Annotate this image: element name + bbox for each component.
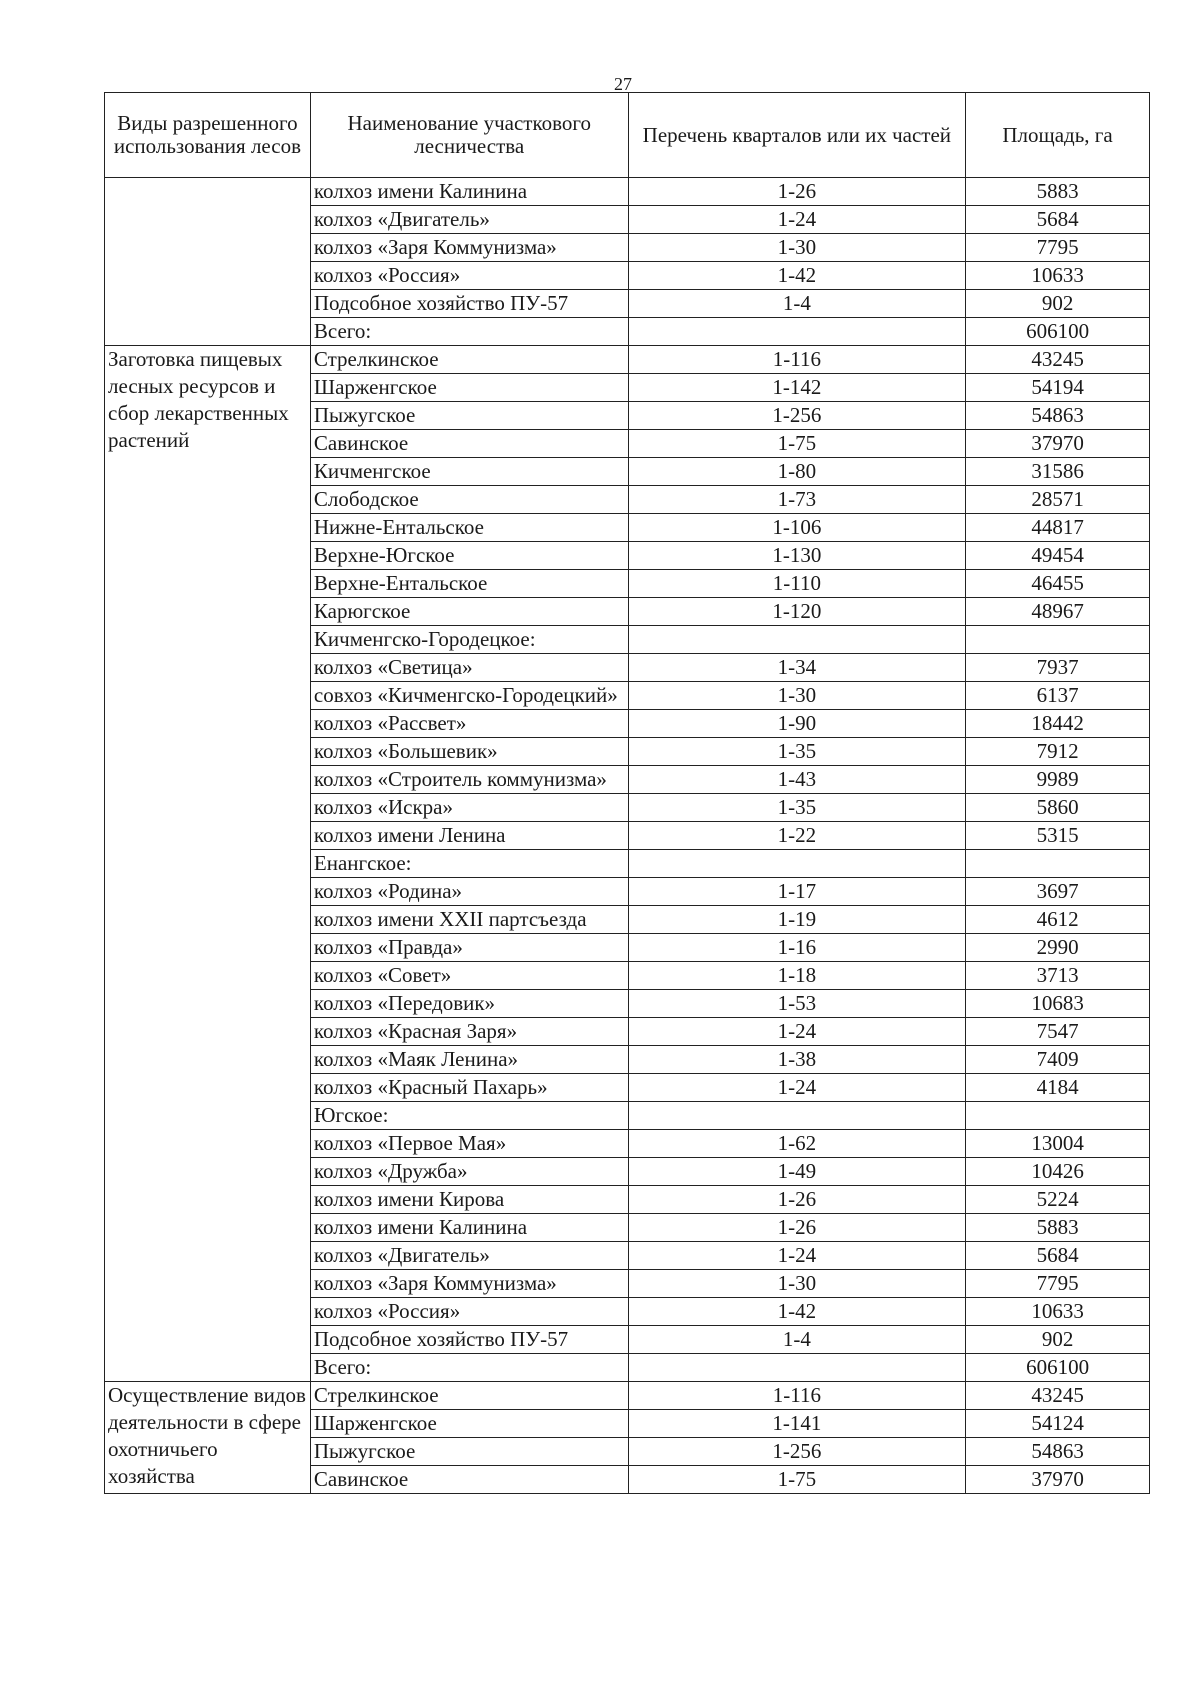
forestry-name-cell: колхоз «Рассвет» bbox=[310, 710, 628, 738]
quarters-cell: 1-141 bbox=[628, 1410, 966, 1438]
quarters-cell: 1-24 bbox=[628, 1018, 966, 1046]
quarters-cell: 1-4 bbox=[628, 1326, 966, 1354]
quarters-cell: 1-116 bbox=[628, 1382, 966, 1410]
quarters-cell: 1-24 bbox=[628, 206, 966, 234]
header-forestry-name: Наименование участкового лесничества bbox=[310, 93, 628, 178]
area-cell: 4612 bbox=[966, 906, 1150, 934]
quarters-cell: 1-35 bbox=[628, 738, 966, 766]
use-type-cell: Осуществление видов деятельности в сфере охотничьего хозяйства bbox=[105, 1382, 311, 1494]
area-cell: 3697 bbox=[966, 878, 1150, 906]
area-cell: 2990 bbox=[966, 934, 1150, 962]
area-cell: 5315 bbox=[966, 822, 1150, 850]
forestry-name-cell: Савинское bbox=[310, 430, 628, 458]
area-cell: 10426 bbox=[966, 1158, 1150, 1186]
quarters-cell: 1-256 bbox=[628, 1438, 966, 1466]
area-cell bbox=[966, 1102, 1150, 1130]
forestry-name-cell: колхоз «Искра» bbox=[310, 794, 628, 822]
forest-use-table bbox=[104, 92, 1150, 1494]
area-cell: 902 bbox=[966, 1326, 1150, 1354]
forestry-name-cell: Подсобное хозяйство ПУ-57 bbox=[310, 290, 628, 318]
forestry-name-cell: Кичменгско-Городецкое: bbox=[310, 626, 628, 654]
quarters-cell: 1-130 bbox=[628, 542, 966, 570]
forestry-name-cell: колхоз имени XXII партсъезда bbox=[310, 906, 628, 934]
quarters-cell: 1-35 bbox=[628, 794, 966, 822]
forestry-name-cell: колхоз «Передовик» bbox=[310, 990, 628, 1018]
area-cell: 7912 bbox=[966, 738, 1150, 766]
quarters-cell: 1-142 bbox=[628, 374, 966, 402]
quarters-cell: 1-42 bbox=[628, 262, 966, 290]
area-cell: 54124 bbox=[966, 1410, 1150, 1438]
table-row bbox=[105, 1382, 1150, 1410]
quarters-cell: 1-53 bbox=[628, 990, 966, 1018]
quarters-cell: 1-80 bbox=[628, 458, 966, 486]
quarters-cell: 1-73 bbox=[628, 486, 966, 514]
forestry-name-cell: Енангское: bbox=[310, 850, 628, 878]
quarters-cell: 1-4 bbox=[628, 290, 966, 318]
area-cell: 10633 bbox=[966, 262, 1150, 290]
forestry-name-cell: Всего: bbox=[310, 1354, 628, 1382]
area-cell: 28571 bbox=[966, 486, 1150, 514]
quarters-cell: 1-24 bbox=[628, 1242, 966, 1270]
quarters-cell: 1-26 bbox=[628, 178, 966, 206]
area-cell: 7795 bbox=[966, 234, 1150, 262]
area-cell: 31586 bbox=[966, 458, 1150, 486]
forestry-name-cell: колхоз «Совет» bbox=[310, 962, 628, 990]
area-cell bbox=[966, 850, 1150, 878]
area-cell: 7409 bbox=[966, 1046, 1150, 1074]
forestry-name-cell: колхоз «Большевик» bbox=[310, 738, 628, 766]
quarters-cell: 1-26 bbox=[628, 1186, 966, 1214]
quarters-cell bbox=[628, 626, 966, 654]
table-row bbox=[105, 178, 1150, 206]
quarters-cell: 1-26 bbox=[628, 1214, 966, 1242]
forestry-name-cell: колхоз имени Ленина bbox=[310, 822, 628, 850]
forestry-name-cell: колхоз имени Калинина bbox=[310, 178, 628, 206]
area-cell: 5684 bbox=[966, 1242, 1150, 1270]
area-cell: 13004 bbox=[966, 1130, 1150, 1158]
forestry-name-cell: колхоз «Маяк Ленина» bbox=[310, 1046, 628, 1074]
area-cell: 5883 bbox=[966, 1214, 1150, 1242]
forestry-name-cell: Югское: bbox=[310, 1102, 628, 1130]
quarters-cell: 1-49 bbox=[628, 1158, 966, 1186]
quarters-cell: 1-75 bbox=[628, 430, 966, 458]
quarters-cell: 1-256 bbox=[628, 402, 966, 430]
quarters-cell bbox=[628, 318, 966, 346]
quarters-cell: 1-22 bbox=[628, 822, 966, 850]
area-cell: 54863 bbox=[966, 1438, 1150, 1466]
forestry-name-cell: колхоз «Заря Коммунизма» bbox=[310, 1270, 628, 1298]
forestry-name-cell: Пыжугское bbox=[310, 402, 628, 430]
area-cell: 37970 bbox=[966, 430, 1150, 458]
forestry-name-cell: Шарженгское bbox=[310, 374, 628, 402]
quarters-cell bbox=[628, 1102, 966, 1130]
forestry-name-cell: колхоз «Россия» bbox=[310, 1298, 628, 1326]
quarters-cell: 1-24 bbox=[628, 1074, 966, 1102]
area-cell: 5860 bbox=[966, 794, 1150, 822]
area-cell: 902 bbox=[966, 290, 1150, 318]
header-area: Площадь, га bbox=[966, 93, 1150, 178]
area-cell: 6137 bbox=[966, 682, 1150, 710]
quarters-cell: 1-18 bbox=[628, 962, 966, 990]
quarters-cell: 1-116 bbox=[628, 346, 966, 374]
forestry-name-cell: колхоз «Двигатель» bbox=[310, 1242, 628, 1270]
forestry-name-cell: Слободское bbox=[310, 486, 628, 514]
forestry-name-cell: Шарженгское bbox=[310, 1410, 628, 1438]
forestry-name-cell: Пыжугское bbox=[310, 1438, 628, 1466]
quarters-cell bbox=[628, 1354, 966, 1382]
area-cell: 43245 bbox=[966, 346, 1150, 374]
area-cell: 18442 bbox=[966, 710, 1150, 738]
page-number: 27 bbox=[614, 74, 632, 94]
quarters-cell: 1-75 bbox=[628, 1466, 966, 1494]
forestry-name-cell: колхоз имени Калинина bbox=[310, 1214, 628, 1242]
forestry-name-cell: Стрелкинское bbox=[310, 346, 628, 374]
forestry-name-cell: колхоз «Двигатель» bbox=[310, 206, 628, 234]
quarters-cell bbox=[628, 850, 966, 878]
forestry-name-cell: колхоз «Россия» bbox=[310, 262, 628, 290]
forestry-name-cell: Карюгское bbox=[310, 598, 628, 626]
quarters-cell: 1-30 bbox=[628, 682, 966, 710]
area-cell: 44817 bbox=[966, 514, 1150, 542]
area-cell: 606100 bbox=[966, 318, 1150, 346]
forestry-name-cell: колхоз «Светица» bbox=[310, 654, 628, 682]
area-cell: 5684 bbox=[966, 206, 1150, 234]
area-cell: 54863 bbox=[966, 402, 1150, 430]
forestry-name-cell: Верхне-Ентальское bbox=[310, 570, 628, 598]
quarters-cell: 1-19 bbox=[628, 906, 966, 934]
forestry-name-cell: Подсобное хозяйство ПУ-57 bbox=[310, 1326, 628, 1354]
area-cell: 46455 bbox=[966, 570, 1150, 598]
quarters-cell: 1-106 bbox=[628, 514, 966, 542]
quarters-cell: 1-62 bbox=[628, 1130, 966, 1158]
forestry-name-cell: колхоз «Красный Пахарь» bbox=[310, 1074, 628, 1102]
area-cell: 10633 bbox=[966, 1298, 1150, 1326]
quarters-cell: 1-16 bbox=[628, 934, 966, 962]
area-cell: 43245 bbox=[966, 1382, 1150, 1410]
forestry-name-cell: колхоз «Строитель коммунизма» bbox=[310, 766, 628, 794]
area-cell: 5883 bbox=[966, 178, 1150, 206]
area-cell: 48967 bbox=[966, 598, 1150, 626]
forestry-name-cell: колхоз «Родина» bbox=[310, 878, 628, 906]
forestry-name-cell: колхоз «Красная Заря» bbox=[310, 1018, 628, 1046]
quarters-cell: 1-34 bbox=[628, 654, 966, 682]
forestry-name-cell: Стрелкинское bbox=[310, 1382, 628, 1410]
area-cell: 4184 bbox=[966, 1074, 1150, 1102]
quarters-cell: 1-110 bbox=[628, 570, 966, 598]
forestry-name-cell: колхоз «Первое Мая» bbox=[310, 1130, 628, 1158]
table-header-row bbox=[105, 93, 1150, 178]
quarters-cell: 1-17 bbox=[628, 878, 966, 906]
area-cell: 37970 bbox=[966, 1466, 1150, 1494]
table-body bbox=[105, 178, 1150, 1494]
quarters-cell: 1-30 bbox=[628, 234, 966, 262]
table-row bbox=[105, 346, 1150, 374]
area-cell: 7795 bbox=[966, 1270, 1150, 1298]
area-cell: 7547 bbox=[966, 1018, 1150, 1046]
area-cell: 7937 bbox=[966, 654, 1150, 682]
quarters-cell: 1-90 bbox=[628, 710, 966, 738]
area-cell: 54194 bbox=[966, 374, 1150, 402]
quarters-cell: 1-120 bbox=[628, 598, 966, 626]
quarters-cell: 1-30 bbox=[628, 1270, 966, 1298]
forestry-name-cell: колхоз «Правда» bbox=[310, 934, 628, 962]
forestry-name-cell: Всего: bbox=[310, 318, 628, 346]
forestry-name-cell: Кичменгское bbox=[310, 458, 628, 486]
forestry-name-cell: колхоз «Заря Коммунизма» bbox=[310, 234, 628, 262]
area-cell: 10683 bbox=[966, 990, 1150, 1018]
header-use-type: Виды разрешенного использования лесов bbox=[105, 93, 311, 178]
forestry-name-cell: Верхне-Югское bbox=[310, 542, 628, 570]
area-cell: 9989 bbox=[966, 766, 1150, 794]
quarters-cell: 1-42 bbox=[628, 1298, 966, 1326]
forestry-name-cell: Нижне-Ентальское bbox=[310, 514, 628, 542]
quarters-cell: 1-43 bbox=[628, 766, 966, 794]
header-quarters: Перечень кварталов или их частей bbox=[628, 93, 966, 178]
use-type-cell: Заготовка пищевых лесных ресурсов и сбор лекарственных растений bbox=[105, 346, 311, 1382]
forestry-name-cell: Савинское bbox=[310, 1466, 628, 1494]
forestry-name-cell: колхоз имени Кирова bbox=[310, 1186, 628, 1214]
area-cell: 5224 bbox=[966, 1186, 1150, 1214]
area-cell bbox=[966, 626, 1150, 654]
area-cell: 49454 bbox=[966, 542, 1150, 570]
area-cell: 606100 bbox=[966, 1354, 1150, 1382]
area-cell: 3713 bbox=[966, 962, 1150, 990]
use-type-cell bbox=[105, 178, 311, 346]
forestry-name-cell: колхоз «Дружба» bbox=[310, 1158, 628, 1186]
forestry-name-cell: совхоз «Кичменгско-Городецкий» bbox=[310, 682, 628, 710]
quarters-cell: 1-38 bbox=[628, 1046, 966, 1074]
